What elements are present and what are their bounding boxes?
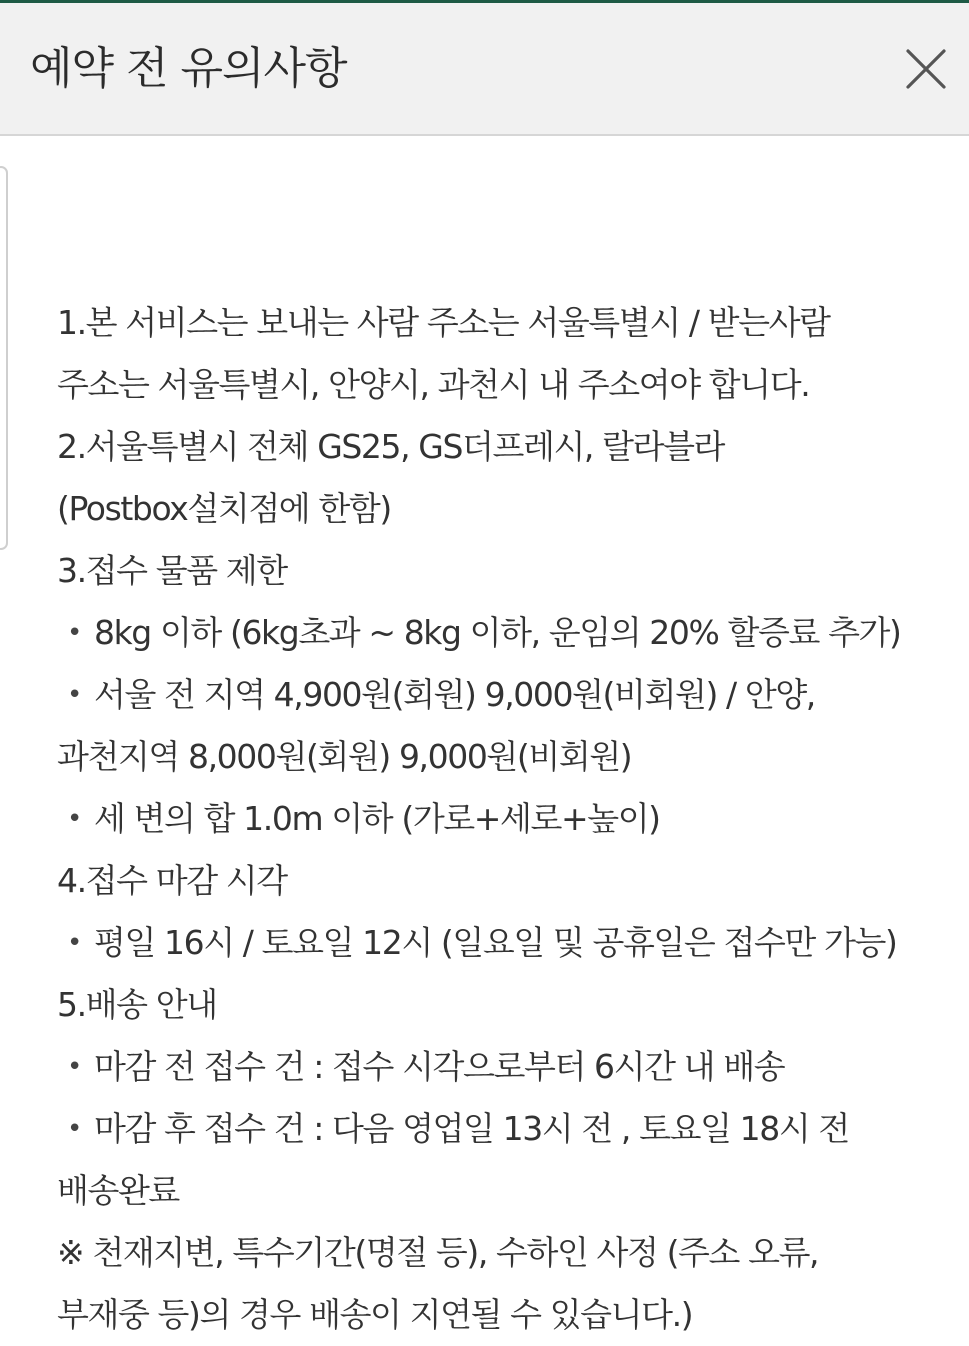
close-x-icon bbox=[900, 43, 952, 95]
notice-line: 1.본 서비스는 보내는 사람 주소는 서울특별시 / 받는사람 bbox=[57, 303, 830, 342]
modal-header bbox=[0, 3, 969, 136]
notice-line: 배송완료 bbox=[57, 1171, 179, 1210]
close-button[interactable] bbox=[900, 43, 952, 95]
notice-line: 주소는 서울특별시, 안양시, 과천시 내 주소여야 합니다. bbox=[57, 365, 810, 404]
notice-line: 5.배송 안내 bbox=[57, 985, 217, 1024]
notice-bullet-line: • 마감 전 접수 건 : 접수 시각으로부터 6시간 내 배송 bbox=[57, 1036, 957, 1098]
notice-line: 과천지역 8,000원(회원) 9,000원(비회원) bbox=[57, 737, 632, 776]
notice-line: ※ 천재지변, 특수기간(명절 등), 수하인 사정 (주소 오류, bbox=[57, 1233, 819, 1272]
notice-line: 4.접수 마감 시각 bbox=[57, 861, 287, 900]
notice-line: 2.서울특별시 전체 GS25, GS더프레시, 랄라블라 bbox=[57, 427, 725, 466]
notice-line: 부재중 등)의 경우 배송이 지연될 수 있습니다.) bbox=[57, 1295, 693, 1334]
notice-bullet-line: • 마감 후 접수 건 : 다음 영업일 13시 전 , 토요일 18시 전 bbox=[57, 1098, 957, 1160]
notice-bullet-line: • 서울 전 지역 4,900원(회원) 9,000원(비회원) / 안양, bbox=[57, 664, 957, 726]
scroll-edge bbox=[0, 166, 8, 550]
notice-bullet-line: • 세 변의 합 1.0m 이하 (가로+세로+높이) bbox=[57, 788, 957, 850]
notice-bullet-line: • 평일 16시 / 토요일 12시 (일요일 및 공휴일은 접수만 가능) bbox=[57, 912, 957, 974]
page-title: 예약 전 유의사항 bbox=[30, 43, 347, 94]
notice-line: (Postbox설치점에 한함) bbox=[57, 489, 391, 528]
notice-content bbox=[57, 292, 957, 1346]
notice-line: 3.접수 물품 제한 bbox=[57, 551, 287, 590]
notice-bullet-line: • 8kg 이하 (6kg초과 ~ 8kg 이하, 운임의 20% 할증료 추가) bbox=[57, 602, 957, 664]
